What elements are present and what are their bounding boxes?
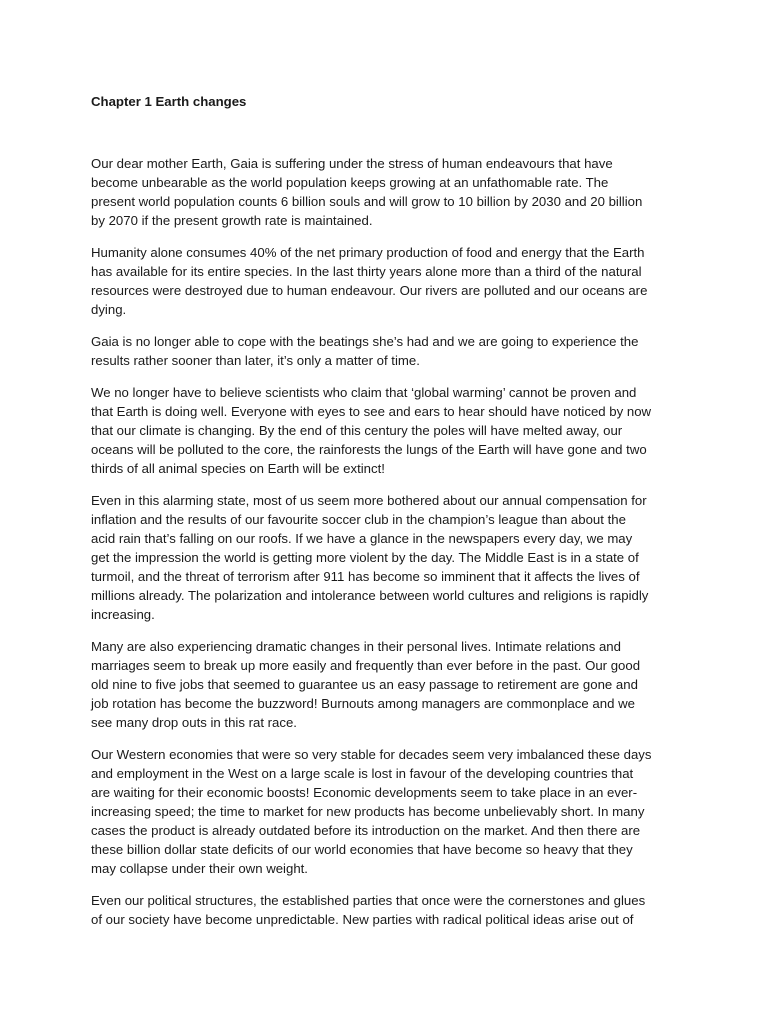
text-line: increasing.: [91, 607, 155, 622]
paragraph-5: [91, 491, 681, 624]
text-line: has available for its entire species. In the last thirty years alone more than a third of the natural: [91, 264, 642, 279]
paragraph-4: [91, 383, 681, 478]
text-line: Even our political structures, the established parties that once were the cornerstones and glues: [91, 893, 646, 908]
text-line: marriages seem to break up more easily and frequently than ever before in the past. Our good: [91, 658, 641, 673]
chapter-title: Chapter 1 Earth changes: [91, 94, 247, 109]
text-line: results rather sooner than later, it’s only a matter of time.: [91, 353, 420, 368]
text-line: see many drop outs in this rat race.: [91, 715, 297, 730]
text-line: get the impression the world is getting more violent by the day. The Middle East is in a state of: [91, 550, 639, 565]
text-line: that Earth is doing well. Everyone with eyes to see and ears to hear should have noticed by now: [91, 404, 652, 419]
text-line: turmoil, and the threat of terrorism after 911 has become so imminent that it affects the lives of: [91, 569, 640, 584]
text-line: are waiting for their economic boosts! Economic developments seem to take place in an ever-: [91, 785, 638, 800]
text-line: these billion dollar state deficits of our world economies that have become so heavy that they: [91, 842, 633, 857]
text-line: become unbearable as the world population keeps growing at an unfathomable rate. The: [91, 175, 609, 190]
paragraph-8: [91, 891, 681, 929]
paragraph-3: [91, 332, 681, 370]
text-line: inflation and the results of our favourite soccer club in the champion’s league than about the: [91, 512, 626, 527]
text-line: and employment in the West on a large scale is lost in favour of the developing countries that: [91, 766, 634, 781]
text-line: Many are also experiencing dramatic changes in their personal lives. Intimate relations and: [91, 639, 621, 654]
text-line: old nine to five jobs that seemed to guarantee us an easy passage to retirement are gone and: [91, 677, 638, 692]
text-line: job rotation has become the buzzword! Burnouts among managers are commonplace and we: [91, 696, 635, 711]
text-line: by 2070 if the present growth rate is maintained.: [91, 213, 373, 228]
text-line: oceans will be polluted to the core, the rainforests the lungs of the Earth will have gone and two: [91, 442, 647, 457]
paragraph-2: [91, 243, 681, 319]
paragraph-1: [91, 154, 681, 230]
text-line: Gaia is no longer able to cope with the beatings she’s had and we are going to experience the: [91, 334, 639, 349]
text-line: may collapse under their own weight.: [91, 861, 308, 876]
paragraph-7: [91, 745, 681, 878]
text-line: dying.: [91, 302, 127, 317]
body-text: [91, 154, 681, 942]
text-line: that our climate is changing. By the end of this century the poles will have melted away, our: [91, 423, 623, 438]
text-line: thirds of all animal species on Earth will be extinct!: [91, 461, 385, 476]
text-line: Even in this alarming state, most of us seem more bothered about our annual compensation for: [91, 493, 647, 508]
text-line: of our society have become unpredictable. New parties with radical political ideas arise out of: [91, 912, 634, 927]
text-line: Our dear mother Earth, Gaia is suffering under the stress of human endeavours that have: [91, 156, 613, 171]
text-line: Our Western economies that were so very stable for decades seem very imbalanced these days: [91, 747, 652, 762]
text-line: millions already. The polarization and intolerance between world cultures and religions is rapidly: [91, 588, 649, 603]
paragraph-6: [91, 637, 681, 732]
text-line: Humanity alone consumes 40% of the net primary production of food and energy that the Earth: [91, 245, 645, 260]
text-line: increasing speed; the time to market for new products has become unbelievably short. In many: [91, 804, 645, 819]
text-line: cases the product is already outdated before its introduction on the market. And then there are: [91, 823, 641, 838]
text-line: acid rain that’s falling on our roofs. If we have a glance in the newspapers every day, we may: [91, 531, 633, 546]
text-line: resources were destroyed due to human endeavour. Our rivers are polluted and our oceans are: [91, 283, 648, 298]
text-line: present world population counts 6 billion souls and will grow to 10 billion by 2030 and 20 billion: [91, 194, 643, 209]
text-line: We no longer have to believe scientists who claim that ‘global warming’ cannot be proven and: [91, 385, 637, 400]
